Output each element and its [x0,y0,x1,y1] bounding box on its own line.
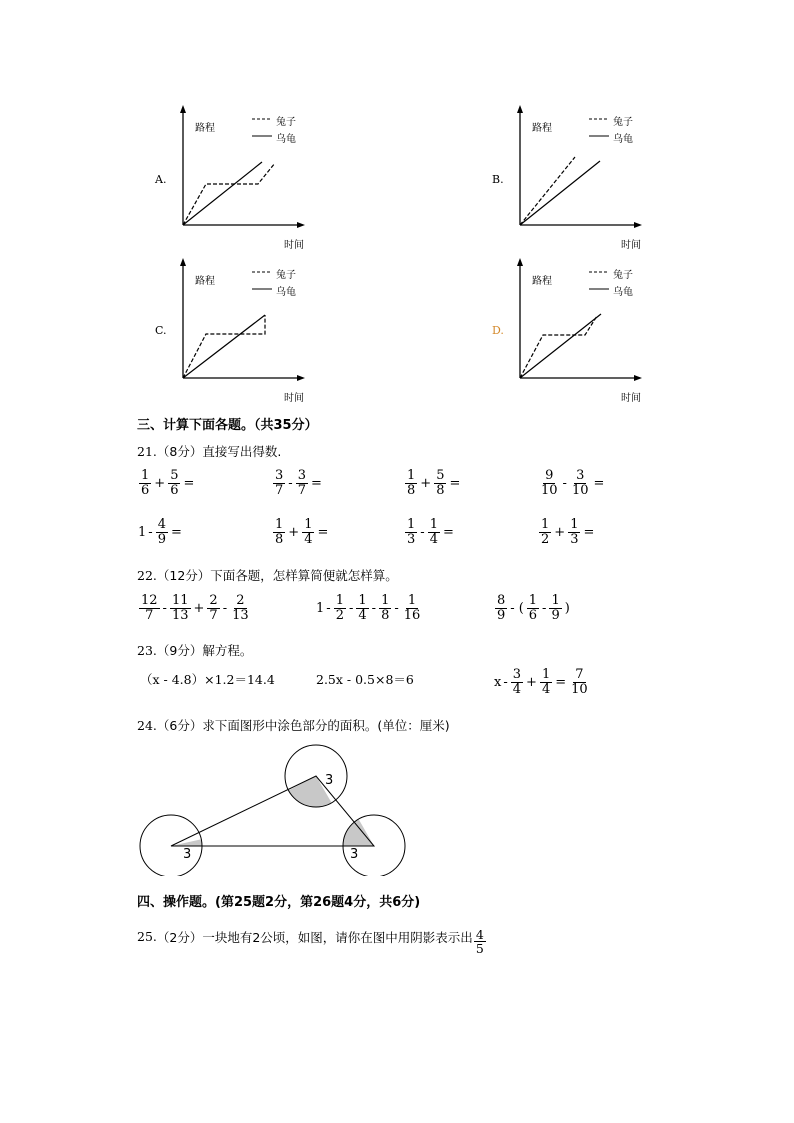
radius-label-left: 3 [183,847,192,862]
y-axis-label: 路程 [532,276,552,287]
triangle [171,776,374,846]
numerator: 1 [429,517,438,532]
equals-sign: = [555,674,567,690]
operator: - [562,475,567,491]
legend-rabbit: 兔子 [276,117,296,128]
operator: - [503,674,508,690]
q22-expression-1 [138,594,252,622]
q21-text: 直接写出得数. [202,444,282,459]
numerator: 7 [575,667,584,682]
left-paren: ( [518,600,524,616]
q24-number: 24. [137,718,157,733]
q23-text: 解方程。 [202,643,253,658]
numerator: 8 [497,593,506,608]
legend-turtle: 乌龟 [613,287,633,298]
graph-option-c [150,258,304,418]
radius-label-right: 3 [350,847,359,862]
q23-points: （9分） [156,643,203,658]
numerator: 1 [141,468,150,483]
turtle-line [520,314,601,378]
x-axis-label: 时间 [621,240,641,251]
numerator: 4 [475,927,484,942]
whole-number: 1 [316,600,325,616]
numerator: 5 [436,468,445,483]
denominator: 8 [407,482,416,498]
denominator: 7 [297,482,306,498]
turtle-line [183,162,262,225]
legend-rabbit: 兔子 [613,270,633,281]
denominator: 5 [475,941,484,957]
denominator: 13 [232,607,249,623]
denominator: 7 [275,482,284,498]
q23-equation-2: 2.5x - 0.5×8＝6 [316,672,414,687]
q21-item-1 [138,469,196,497]
denominator: 4 [512,681,522,697]
denominator: 2 [335,607,344,623]
numerator: 1 [407,468,416,483]
equals-sign: = [183,475,195,491]
numerator: 11 [171,593,189,608]
numerator: 1 [407,517,416,532]
equals-sign: = [442,524,454,540]
q22-expression-2 [316,594,423,622]
q24-text: 求下面图形中涂色部分的面积。(单位：厘米) [202,718,450,733]
numerator: 3 [576,468,585,483]
q24-triangle-figure [138,744,408,876]
x-axis-label: 时间 [621,393,641,404]
numerator: 1 [358,593,367,608]
denominator: 6 [141,482,150,498]
numerator: 12 [141,593,158,608]
q21-item-5 [138,518,184,546]
numerator: 4 [157,517,166,532]
denominator: 10 [541,482,558,498]
operator: - [162,600,167,616]
q22-text: 下面各题，怎样算简便就怎样算。 [210,568,398,583]
numerator: 1 [541,517,550,532]
turtle-line [520,161,600,225]
legend-rabbit: 兔子 [276,270,296,281]
denominator: 13 [171,607,189,623]
q21-number: 21. [137,444,157,459]
denominator: 3 [570,531,579,547]
numerator: 1 [335,593,344,608]
operator: - [348,600,354,616]
option-label-d[interactable]: D. [492,324,504,337]
graph-option-d [487,258,641,418]
question-22-header [137,566,398,584]
rabbit-line [520,157,575,225]
numerator: 9 [545,468,554,483]
operator: + [154,475,166,491]
numerator: 1 [381,593,390,608]
option-label-a[interactable]: A. [155,173,167,186]
x-axis-label: 时间 [284,393,304,404]
numerator: 1 [528,593,538,608]
numerator: 2 [209,593,218,608]
operator: - [394,600,399,616]
graph-option-a [150,105,304,265]
q23-equation-1: （x - 4.8）×1.2＝14.4 [140,672,275,687]
rabbit-line [183,163,275,225]
q22-points: （12分） [156,568,211,583]
numerator: 3 [512,667,522,682]
q22-expression-3 [494,594,572,622]
q24-points: （6分） [156,718,203,733]
equals-sign: = [170,524,182,540]
option-label-c[interactable]: C. [155,324,167,337]
operator: - [542,600,547,616]
denominator: 7 [209,607,218,623]
denominator: 2 [541,531,550,547]
denominator: 9 [497,607,506,623]
operator: - [222,600,228,616]
operator: + [526,674,537,690]
denominator: 9 [551,607,560,623]
denominator: 4 [429,531,438,547]
denominator: 8 [381,607,390,623]
numerator: 3 [275,468,284,483]
operator: - [371,600,377,616]
section-4-title: 四、操作题。(第25题2分，第26题4分，共6分) [137,895,421,910]
operator: + [193,600,205,616]
equals-sign: = [449,475,461,491]
q23-number: 23. [137,643,157,658]
y-axis-label: 路程 [532,123,552,134]
numerator: 1 [304,517,313,532]
denominator: 16 [403,607,421,623]
legend-turtle: 乌龟 [613,134,633,145]
whole-number: 1 [138,524,147,540]
q25-points: （2分） [156,929,203,945]
operator: - [148,524,153,540]
shaded-sector-right [343,819,374,846]
numerator: 1 [570,517,579,532]
question-24-header [137,716,450,734]
denominator: 7 [145,607,154,623]
variable: x [494,674,502,690]
denominator: 6 [170,482,179,498]
operator: - [288,475,293,491]
denominator: 4 [541,681,551,697]
question-25 [137,918,487,955]
question-23-header [137,641,252,659]
equals-sign: = [593,475,605,491]
operator: - [510,600,515,616]
radius-label-top: 3 [325,773,334,788]
q25-number: 25. [137,929,157,945]
equals-sign: = [317,524,329,540]
denominator: 4 [358,607,367,623]
numerator: 1 [275,517,284,532]
operator: + [288,524,300,540]
operator: + [554,524,566,540]
q21-points: （8分） [156,444,203,459]
q21-item-8 [538,518,596,546]
denominator: 10 [571,482,589,498]
graph-option-b [487,105,641,265]
q25-text: 一块地有2公顷，如图，请你在图中用阴影表示出 [202,929,473,945]
numerator: 1 [407,593,417,608]
section-3-title: 三、计算下面各题。（共35分） [137,418,318,433]
denominator: 9 [157,531,166,547]
q21-item-4 [538,469,606,497]
shaded-sector-left [171,839,202,846]
legend-turtle: 乌龟 [276,287,296,298]
equals-sign: = [310,475,322,491]
question-21-header [137,442,281,460]
denominator: 8 [275,531,284,547]
operator: - [420,524,425,540]
turtle-line [183,315,265,378]
y-axis-label: 路程 [195,123,215,134]
denominator: 10 [571,681,588,697]
legend-turtle: 乌龟 [276,134,296,145]
q23-equation-3 [494,668,591,696]
operator: + [420,475,432,491]
option-label-b[interactable]: B. [492,173,504,186]
denominator: 8 [436,482,445,498]
numerator: 5 [170,468,179,483]
triangle-circles-diagram [138,744,408,876]
y-axis-label: 路程 [195,276,215,287]
operator: - [326,600,331,616]
q21-item-2 [272,469,324,497]
numerator: 3 [297,468,306,483]
denominator: 3 [407,531,416,547]
numerator: 1 [541,667,551,682]
x-axis-label: 时间 [284,240,304,251]
right-paren: ) [564,600,570,616]
denominator: 6 [528,607,538,623]
legend-rabbit: 兔子 [613,117,633,128]
q22-number: 22. [137,568,157,583]
q21-item-3 [404,469,462,497]
numerator: 2 [236,593,245,608]
q21-item-6 [272,518,330,546]
denominator: 4 [304,531,313,547]
numerator: 1 [551,593,560,608]
equals-sign: = [583,524,595,540]
q21-item-7 [404,518,456,546]
